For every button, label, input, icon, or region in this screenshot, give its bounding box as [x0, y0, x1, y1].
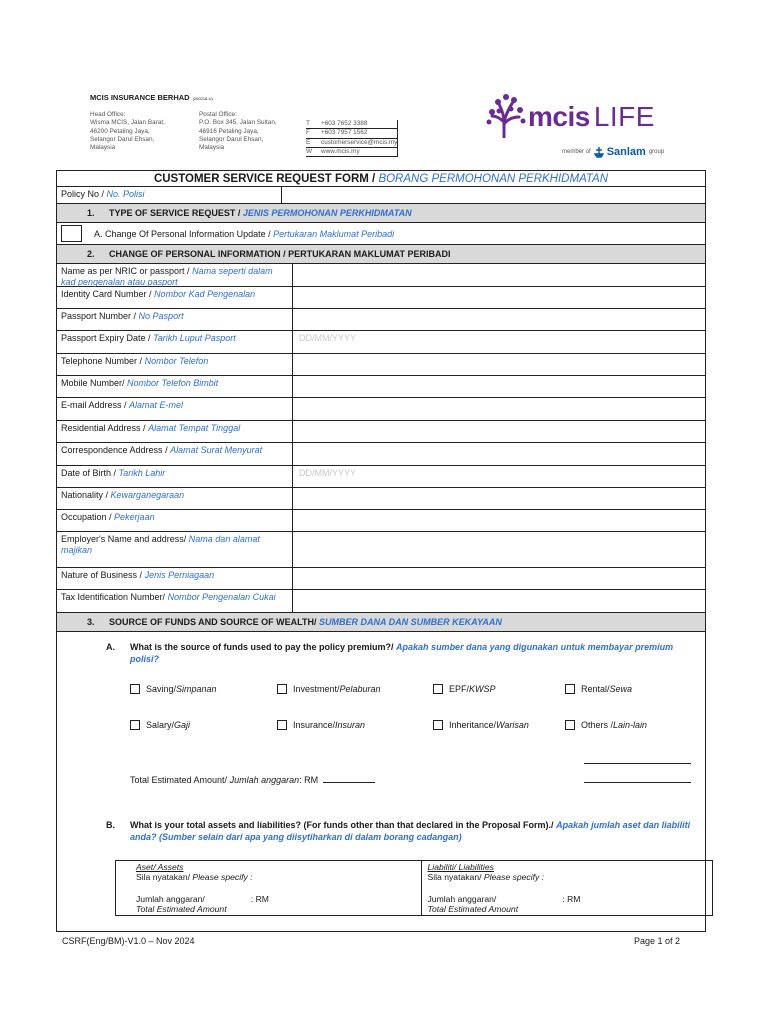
- personal-info-fields: [57, 264, 706, 613]
- field-input[interactable]: [293, 443, 705, 465]
- head-office-address: Head Office: Wisma MCIS, Jalan Barat, 46200 Petaling Jaya, Selangor Darul Ehsan, Malaysia: [90, 111, 165, 152]
- logo-wordmark: mcis LIFE: [528, 101, 655, 132]
- field-input[interactable]: [293, 532, 705, 567]
- checkbox[interactable]: [433, 684, 443, 694]
- field-label: Nationality / Kewarganegaraan: [57, 488, 293, 509]
- policy-number-field[interactable]: [282, 187, 705, 203]
- field-input[interactable]: [293, 309, 705, 330]
- form-title: CUSTOMER SERVICE REQUEST FORM / BORANG PERMOHONAN PERKHIDMATAN: [57, 171, 706, 187]
- checkbox[interactable]: [565, 684, 575, 694]
- source-of-funds-section: [57, 632, 706, 932]
- field-label: Telephone Number / Nombor Telefon: [57, 354, 293, 375]
- field-row: [57, 398, 706, 421]
- field-label: Name as per NRIC or passport / Nama seperti dalam kad pengenalan atau pasport: [57, 264, 293, 286]
- field-label: Employer's Name and address/ Nama dan alamat majikan: [57, 532, 293, 567]
- field-input[interactable]: [293, 398, 705, 420]
- field-row: [57, 376, 706, 398]
- field-row: [57, 510, 706, 532]
- field-row: [57, 287, 706, 309]
- funds-option[interactable]: Others / Lain-lain: [565, 720, 647, 730]
- field-input[interactable]: [293, 421, 705, 442]
- field-input[interactable]: DD/MM/YYYY: [299, 468, 357, 478]
- field-input[interactable]: DD/MM/YYYY: [299, 333, 357, 343]
- field-input[interactable]: [293, 488, 705, 509]
- others-specify-line-2[interactable]: [584, 782, 691, 783]
- option-a-row: [57, 223, 706, 245]
- question-b: B. What is your total assets and liabilities? (For funds other than that declared in the Proposal Form)./ Apakah jumlah aset dan liabiliti anda? (Sumber selain dari apa yang diisytiharkan di dalam borang cadangan): [106, 820, 691, 842]
- funds-option[interactable]: Investment/ Pelaburan: [277, 684, 381, 694]
- policy-number-row: [57, 187, 706, 204]
- form-code: CSRF(Eng/BM)-V1.0 – Nov 2024: [62, 936, 195, 946]
- funds-option[interactable]: Salary/ Gaji: [130, 720, 190, 730]
- service-request-form: [56, 170, 706, 932]
- field-row: [57, 309, 706, 331]
- checkbox[interactable]: [277, 720, 287, 730]
- policy-number-label: Policy No / No. Polisi: [57, 187, 282, 203]
- field-row: [57, 354, 706, 376]
- checkbox[interactable]: [130, 684, 140, 694]
- mcis-life-logo: [486, 92, 686, 162]
- funds-option[interactable]: Insurance/ Insuran: [277, 720, 365, 730]
- field-input[interactable]: [293, 376, 705, 397]
- assets-liabilities-table: [115, 860, 713, 916]
- checkbox[interactable]: [277, 684, 287, 694]
- field-label: Date of Birth / Tarikh Lahir: [57, 466, 293, 487]
- checkbox[interactable]: [433, 720, 443, 730]
- funds-option[interactable]: Inheritance/ Warisan: [433, 720, 529, 730]
- field-input[interactable]: [293, 590, 705, 612]
- funds-option[interactable]: Rental/ Sewa: [565, 684, 632, 694]
- field-row: [57, 264, 706, 287]
- question-a: A. What is the source of funds used to pay the policy premium?/ Apakah sumber dana yang digunakan untuk membayar premium polisi?: [106, 642, 674, 664]
- field-label: Mobile Number/ Nombor Telefon Bimbit: [57, 376, 293, 397]
- field-row: [57, 466, 706, 488]
- field-input[interactable]: [293, 264, 705, 286]
- field-row: [57, 331, 706, 354]
- field-row: [57, 532, 706, 568]
- field-label: Correspondence Address / Alamat Surat Menyurat: [57, 443, 293, 465]
- field-input[interactable]: [293, 568, 705, 589]
- letterhead: [0, 0, 768, 170]
- others-specify-line-1[interactable]: [584, 763, 691, 764]
- field-label: Passport Number / No Pasport: [57, 309, 293, 330]
- field-label: E-mail Address / Alamat E-mel: [57, 398, 293, 420]
- field-label: Occupation / Pekerjaan: [57, 510, 293, 531]
- funds-option[interactable]: EPF/ KWSP: [433, 684, 496, 694]
- field-input[interactable]: [293, 287, 705, 308]
- company-name: MCIS INSURANCE BERHAD (200216-U): [90, 93, 213, 102]
- field-label: Identity Card Number / Nombor Kad Pengenalan: [57, 287, 293, 308]
- checkbox[interactable]: [565, 720, 575, 730]
- member-of-sanlam: member of Sanlam group: [562, 146, 665, 158]
- field-label: Nature of Business / Jenis Perniagaan: [57, 568, 293, 589]
- field-row: [57, 421, 706, 443]
- field-row: [57, 488, 706, 510]
- checkbox[interactable]: [130, 720, 140, 730]
- field-input[interactable]: [293, 354, 705, 375]
- field-row: [57, 568, 706, 590]
- total-estimated-amount: Total Estimated Amount/ Jumlah anggaran: RM: [130, 775, 375, 785]
- section-2-header: 2. CHANGE OF PERSONAL INFORMATION / PERTUKARAN MAKLUMAT PERIBADI: [57, 245, 706, 264]
- field-row: [57, 590, 706, 613]
- contact-details: T +603 7652 3388 F +603 7957 1562 E customerservice@mcis.my W www.mcis.my: [306, 120, 398, 157]
- assets-column[interactable]: Aset/ Assets Sila nyatakan/ Please specify : Jumlah anggaran/ : RM Total Estimated Amount: [136, 862, 269, 914]
- field-label: Residential Address / Alamat Tempat Tinggal: [57, 421, 293, 442]
- total-amount-field[interactable]: [323, 782, 375, 783]
- section-3-header: 3. SOURCE OF FUNDS AND SOURCE OF WEALTH/ SUMBER DANA DAN SUMBER KEKAYAAN: [57, 613, 706, 632]
- option-a-checkbox[interactable]: [61, 225, 82, 242]
- section-1-header: 1. TYPE OF SERVICE REQUEST / JENIS PERMOHONAN PERKHIDMATAN: [57, 204, 706, 223]
- option-a-label: A. Change Of Personal Information Update / Pertukaran Maklumat Peribadi: [94, 228, 395, 239]
- tree-icon: [486, 92, 526, 138]
- page-number: Page 1 of 2: [633, 936, 680, 946]
- postal-office-address: Postal Office: P.O. Box 345, Jalan Sultan, 46916 Petaling Jaya, Selangor Darul Ehsan, Malaysia: [199, 111, 277, 152]
- field-label: Passport Expiry Date / Tarikh Luput Pasport: [57, 331, 293, 353]
- field-row: [57, 443, 706, 466]
- funds-option[interactable]: Saving/ Simpanan: [130, 684, 217, 694]
- field-input[interactable]: [293, 510, 705, 531]
- sanlam-ship-icon: [594, 147, 604, 158]
- liabilities-column[interactable]: Liabiliti/ Liabilities Sila nyatakan/ Please specify : Jumlah anggaran/ : RM Total Estimated Amount: [421, 861, 713, 915]
- field-label: Tax Identification Number/ Nombor Pengenalan Cukai: [57, 590, 293, 612]
